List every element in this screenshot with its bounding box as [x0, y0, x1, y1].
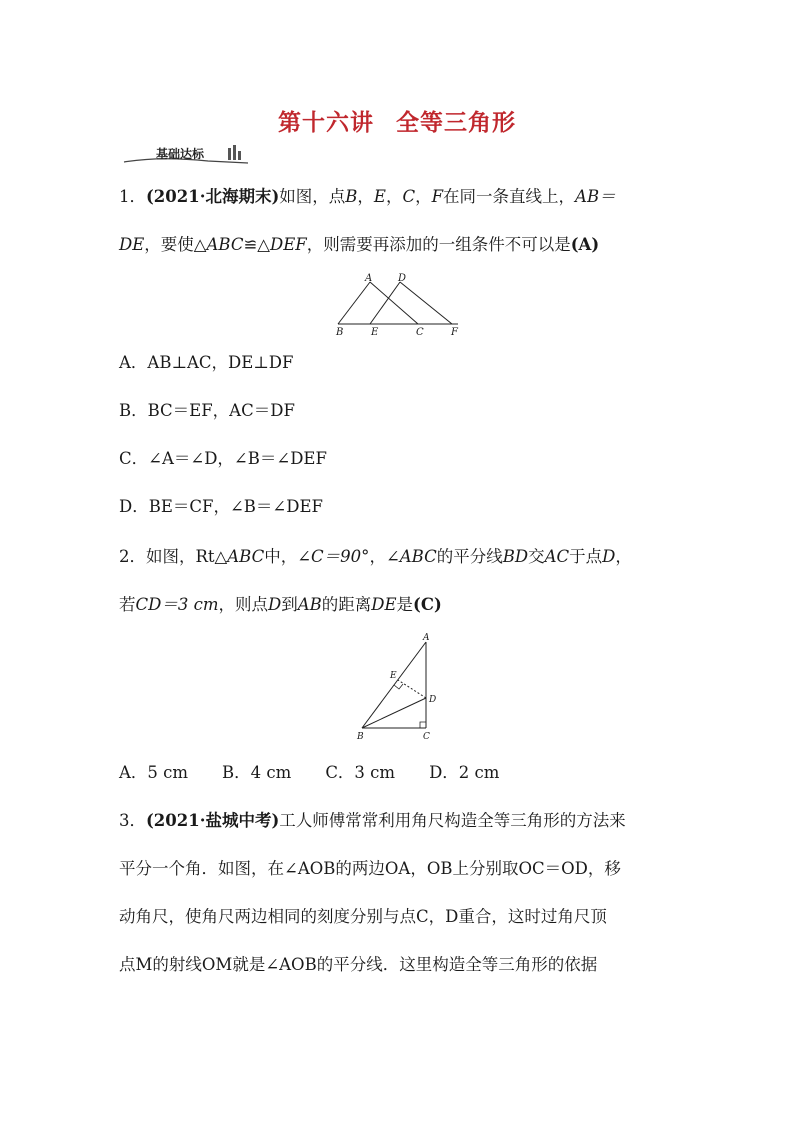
q3-line3: 动角尺，使角尺两边相同的刻度分别与点C，D重合，这时过角尺顶 [119, 907, 607, 926]
svg-text:A: A [365, 273, 373, 284]
svg-text:C: C [416, 327, 424, 336]
q2-option-d: D．2 cm [429, 763, 500, 782]
section-banner [120, 144, 250, 164]
q3-line4: 点M的射线OM就是∠AOB的平分线．这里构造全等三角形的依据 [119, 955, 598, 974]
q2-answer: (C) [413, 595, 442, 614]
q3-line2: 平分一个角．如图，在∠AOB的两边OA，OB上分别取OC＝OD，移 [119, 859, 621, 878]
q2-option-b: B．4 cm [222, 763, 292, 782]
q1-option-b: B．BC＝EF，AC＝DF [119, 401, 295, 420]
q2-figure [352, 630, 442, 742]
q2-line1: 2．如图，Rt△ABC中，∠C＝90°，∠ABC的平分线BD交AC于点D， [119, 547, 632, 566]
q1-option-a: A．AB⊥AC，DE⊥DF [119, 353, 294, 372]
section-label: 基础达标 [156, 147, 205, 161]
svg-text:E: E [371, 327, 379, 336]
q1-figure [330, 270, 470, 336]
q2-option-c: C．3 cm [325, 763, 396, 782]
q1-answer: (A) [570, 235, 600, 254]
page-title: 第十六讲 全等三角形 [278, 110, 516, 136]
svg-text:A: A [423, 633, 430, 643]
q3-line1: 3．(2021·盐城中考)工人师傅常常利用角尺构造全等三角形的方法来 [119, 811, 626, 830]
svg-text:D: D [398, 273, 407, 284]
svg-text:C: C [423, 732, 430, 742]
svg-text:B: B [357, 732, 364, 742]
q2-options [119, 762, 533, 784]
q1-option-c: C．∠A＝∠D，∠B＝∠DEF [119, 449, 327, 468]
q2-option-a: A．5 cm [119, 763, 189, 782]
svg-text:D: D [429, 695, 437, 705]
q1-line2: DE，要使△ABC≌△DEF，则需要再添加的一组条件不可以是(A) [119, 235, 600, 254]
q1-line1: 1．(2021·北海期末)如图，点B，E，C，F在同一条直线上，AB＝ [119, 187, 616, 206]
svg-text:E: E [390, 671, 397, 681]
svg-text:B: B [336, 327, 344, 336]
q1-option-d: D．BE＝CF，∠B＝∠DEF [119, 497, 323, 516]
svg-text:F: F [451, 327, 458, 336]
q2-line2: 若CD＝3 cm，则点D到AB的距离DE是(C) [119, 595, 442, 614]
